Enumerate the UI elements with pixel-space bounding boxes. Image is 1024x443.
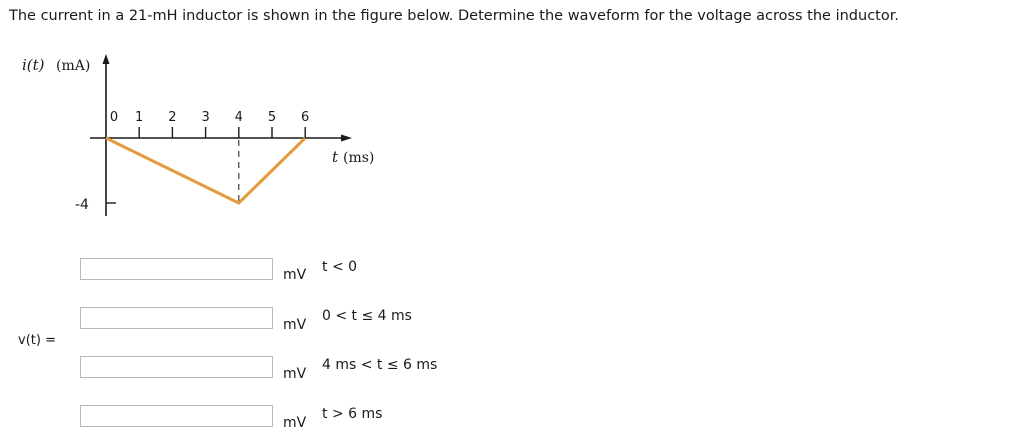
unit-label: mV (283, 415, 307, 431)
y-tick-label: -4 (75, 197, 89, 213)
y-axis-label-unit: (mA) (56, 58, 91, 74)
x-axis-arrow-icon (341, 135, 352, 142)
x-tick-label: 5 (267, 110, 277, 125)
answer-input-t-greater-6ms[interactable] (80, 405, 273, 427)
x-tick-label: 6 (301, 110, 310, 125)
x-tick-label: 2 (168, 110, 177, 125)
voltage-label: v(t) = (18, 333, 56, 348)
x-tick-label: 3 (201, 110, 210, 125)
x-tick-label: 4 (234, 110, 243, 125)
answer-input-t-less-0[interactable] (80, 258, 273, 280)
unit-label: mV (283, 267, 307, 283)
x-axis-label-unit: (ms) (343, 150, 375, 166)
current-waveform-line (106, 138, 305, 203)
condition-label: 0 < t ≤ 4 ms (322, 308, 412, 324)
condition-label: t < 0 (322, 259, 358, 275)
unit-label: mV (283, 366, 307, 382)
unit-label: mV (283, 317, 307, 333)
x-tick-label: 1 (135, 110, 144, 125)
answer-input-0-to-4ms[interactable] (80, 307, 273, 329)
condition-label: t > 6 ms (322, 406, 383, 422)
question-text: The current in a 21-mH inductor is shown in the figure below. Determine the waveform for the voltage across the inductor. (9, 8, 899, 24)
condition-label: 4 ms < t ≤ 6 ms (322, 357, 438, 373)
answer-input-4-to-6ms[interactable] (80, 356, 273, 378)
y-axis-arrow-icon (103, 54, 110, 64)
x-tick-label: 0 (109, 110, 119, 125)
x-ticks (110, 110, 309, 138)
x-axis-label-fn: t (332, 148, 339, 166)
y-axis-label-fn: i(t) (22, 56, 45, 74)
